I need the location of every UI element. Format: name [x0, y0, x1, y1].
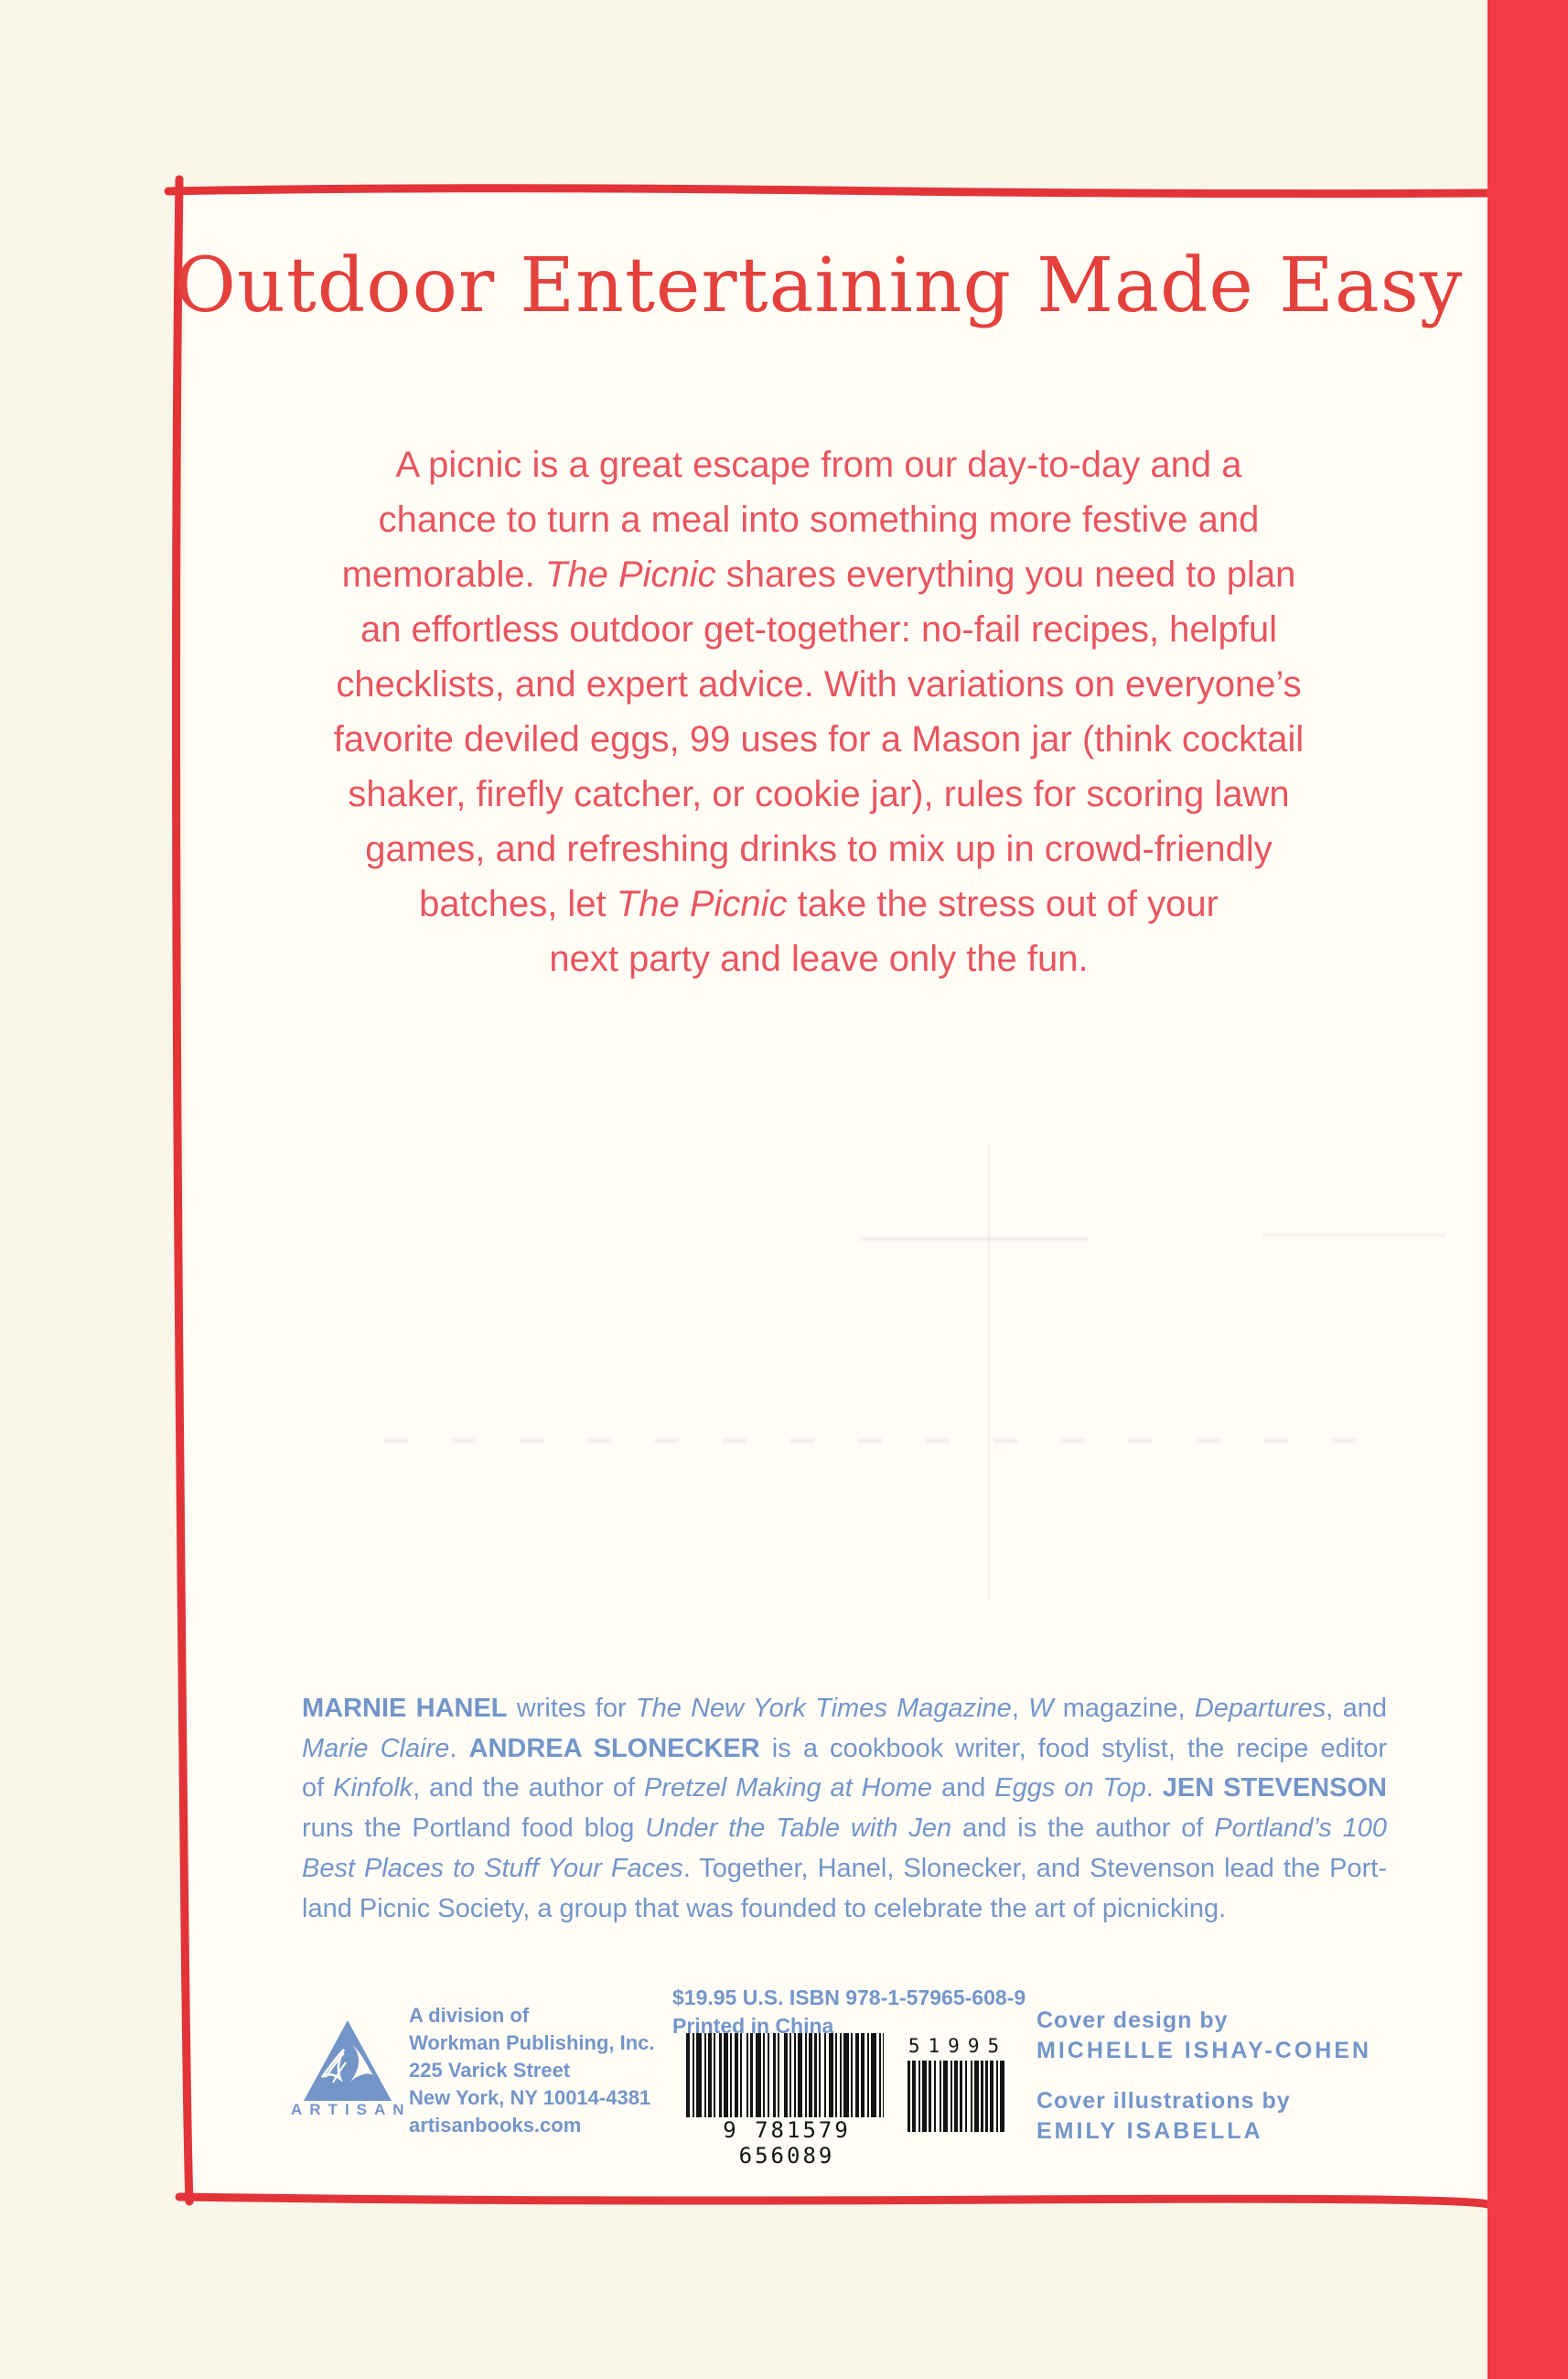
address-line: 225 Varick Street: [409, 2059, 571, 2082]
price-isbn-line: $19.95 U.S. ISBN 978-1-57965-608-9: [672, 1986, 1026, 2009]
cover-illustrations-label: Cover illustrations by: [1036, 2088, 1291, 2114]
book-spine-strip: [1487, 0, 1568, 2379]
scan-showthrough-line: [988, 1144, 990, 1601]
text-line: batches, let The Picnic take the stress out of your: [419, 884, 1219, 924]
author-bio-paragraph: [302, 1689, 1387, 1929]
text-line: Best Places to Stuff Your Faces. Together, Hanel, Slonecker, and Stevenson lead the Port-: [302, 1853, 1387, 1883]
publisher-address: [409, 2002, 655, 2139]
isbn-addon-barcode: [908, 2061, 1004, 2132]
text-line: games, and refreshing drinks to mix up in crowd-friendly: [365, 829, 1273, 869]
cover-design-label: Cover design by: [1036, 2008, 1229, 2033]
artisan-logo-icon: [302, 2018, 393, 2103]
artisan-wordmark: ARTISAN: [291, 2101, 412, 2118]
printed-in-line: Printed in China: [672, 2014, 834, 2038]
text-line: land Picnic Society, a group that was founded to celebrate the art of picnicking.: [302, 1893, 1227, 1923]
address-line: A division of: [409, 2004, 530, 2027]
barcode-digits: 9 781579 656089: [723, 2117, 851, 2169]
text-line: memorable. The Picnic shares everything you need to plan: [341, 554, 1296, 595]
address-line: Workman Publishing, Inc.: [409, 2031, 655, 2054]
text-line: Marie Claire. ANDREA SLONECKER is a cookbook writer, food stylist, the recipe editor: [302, 1733, 1387, 1763]
text-line: runs the Portland food blog Under the Table with Jen and is the author of Portland’s 100: [302, 1814, 1387, 1844]
text-line: shaker, firefly catcher, or cookie jar), rules for scoring lawn: [348, 774, 1290, 814]
scan-showthrough-smudge: [1262, 1233, 1445, 1237]
isbn-barcode: [686, 2033, 884, 2117]
text-line: next party and leave only the fun.: [549, 939, 1089, 979]
publisher-website: artisanbooks.com: [409, 2114, 582, 2137]
text-line: an effortless outdoor get-together: no-fail recipes, helpful: [360, 609, 1278, 650]
cover-designer-name: MICHELLE ISHAY-COHEN: [1036, 2038, 1372, 2063]
cover-credits: [1036, 2006, 1371, 2147]
page-title: Outdoor Entertaining Made Easy: [174, 242, 1464, 329]
barcode-addon-digits: 51995: [908, 2035, 1008, 2057]
blurb-paragraph: [165, 437, 1473, 986]
credit-gap: [1036, 2066, 1371, 2086]
price-isbn-block: [672, 1984, 1026, 2040]
text-line: MARNIE HANEL writes for The New York Times Magazine, W magazine, Departures, and: [302, 1694, 1387, 1723]
text-line: of Kinfolk, and the author of Pretzel Making at Home and Eggs on Top. JEN STEVENSON: [302, 1773, 1387, 1803]
address-line: New York, NY 10014-4381: [409, 2086, 651, 2109]
scan-showthrough-smudge: [860, 1237, 1089, 1241]
text-line: favorite deviled eggs, 99 uses for a Mason jar (think cocktail: [333, 719, 1305, 759]
scan-showthrough-dashes: [384, 1438, 1372, 1443]
text-line: A picnic is a great escape from our day-to-day and a: [395, 445, 1242, 485]
cover-illustrator-name: EMILY ISABELLA: [1036, 2118, 1263, 2144]
text-line: checklists, and expert advice. With variations on everyone’s: [336, 664, 1302, 705]
text-line: chance to turn a meal into something more festive and: [378, 500, 1260, 540]
